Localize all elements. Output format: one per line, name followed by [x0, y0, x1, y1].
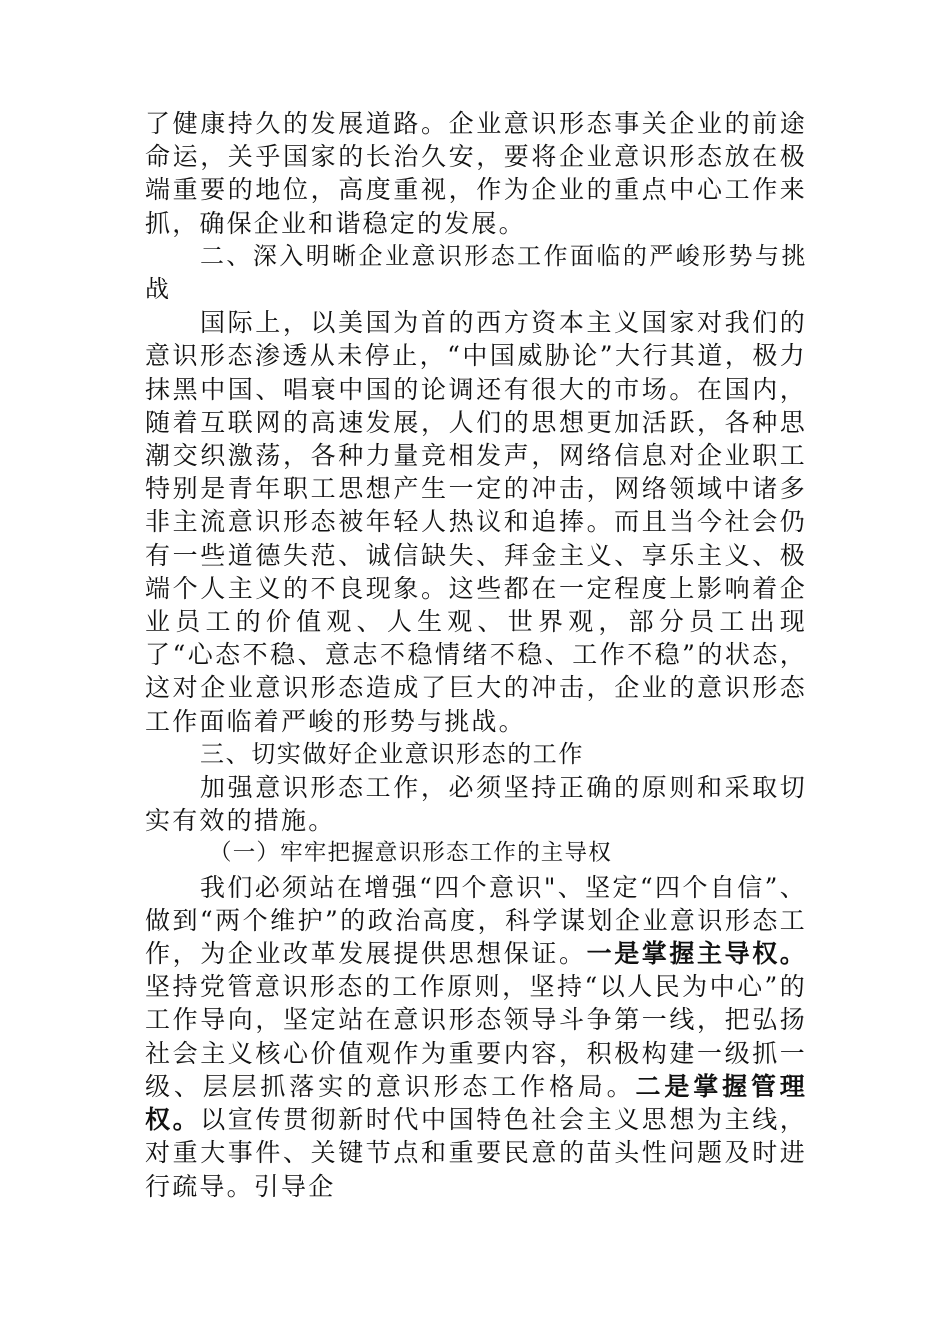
paragraph-4-text-3: 以宣传贯彻新时代中国特色社会主义思想为主线，对重大事件、关键节点和重要民意的苗头性问题及时进行疏导。引导企 [145, 1105, 807, 1201]
document-body [145, 107, 807, 1203]
paragraph-3: 加强意识形态工作，必须坚持正确的原则和采取切实有效的措施。 [145, 773, 807, 836]
paragraph-4 [145, 871, 807, 1203]
bold-point-2: 二是掌握管理权。 [145, 1071, 808, 1135]
subheading-1: （一）牢牢把握意识形态工作的主导权 [209, 840, 612, 867]
paragraph-2: 国际上，以美国为首的西方资本主义国家对我们的意识形态渗透从未停止，“中国威胁论”大行其道，极力抹黑中国、唱衰中国的论调还有很大的市场。在国内，随着互联网的高速发展，人们的思想更加活跃，各种思潮交织激荡，各种力量竞相发声，网络信息对企业职工特别是青年职工思想产生一定的冲击，网络领域中诸多非主流意识形态被年轻人热议和追捧。而且当今社会仍有一些道德失范、诚信缺失、拜金主义、享乐主义、极端个人主义的不良现象。这些都在一定程度上影响着企业员工的价值观、人生观、世界观，部分员工出现了“心态不稳、意志不稳情绪不稳、工作不稳”的状态，这对企业意识形态造成了巨大的冲击，企业的意识形态工作面临着严峻的形势与挑战。 [145, 308, 807, 736]
section-heading-2: 二、深入明晰企业意识形态工作面临的严峻形势与挑战 [145, 241, 807, 304]
section-heading-3: 三、切实做好企业意识形态的工作 [200, 739, 584, 768]
paragraph-4-text-2: 坚持党管意识形态的工作原则，坚持“以人民为中心”的工作导向，坚定站在意识形态领导斗争第一线，把弘扬社会主义核心价值观作为重要内容，积极构建一级抓一级、层层抓落实的意识形态工作格局。 [145, 972, 807, 1101]
paragraph-4-text-1: 我们必须站在增强“四个意识"、坚定“四个自信”、做到“两个维护”的政治高度，科学谋划企业意识形态工作，为企业改革发展提供思想保证。 [145, 872, 807, 969]
bold-point-1: 一是掌握主导权。 [586, 939, 807, 969]
paragraph-1: 了健康持久的发展道路。企业意识形态事关企业的前途命运，关乎国家的长治久安，要将企业意识形态放在极端重要的地位，高度重视，作为企业的重点中心工作来抓，确保企业和谐稳定的发展。 [145, 109, 807, 238]
